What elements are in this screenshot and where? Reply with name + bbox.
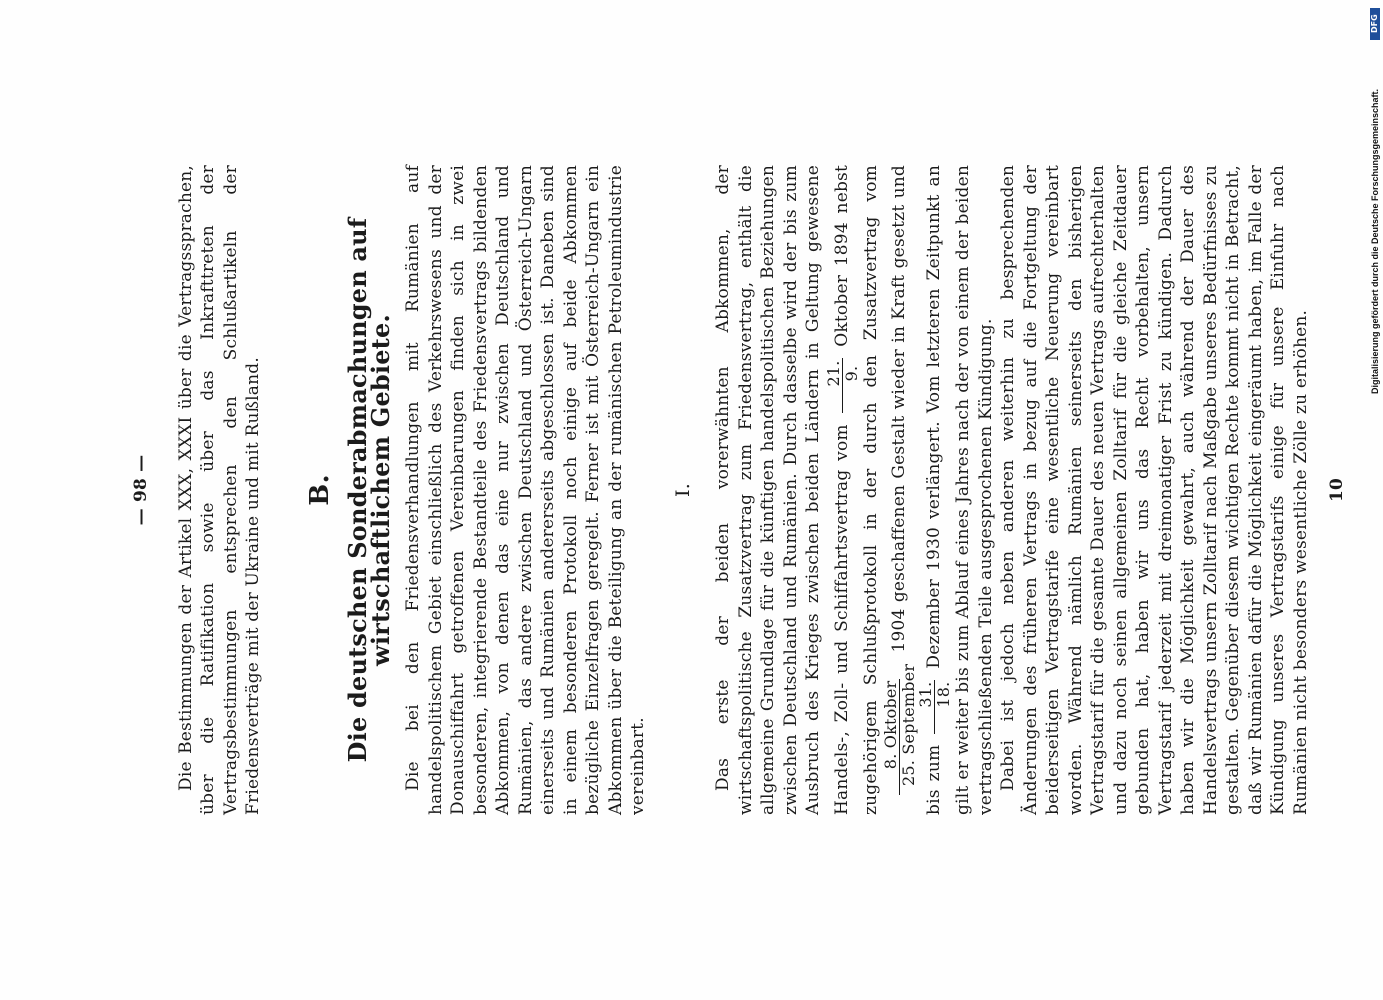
date-fraction-3 [917, 680, 952, 734]
fraction-numerator: 31. [917, 680, 935, 734]
paragraph-1-part-c: 1904 geschaffenen Gestalt wieder in Kraft gesetzt und bis zum [889, 165, 944, 815]
fraction-denominator: 18. [934, 681, 953, 708]
fraction-numerator: 8. Oktober [882, 679, 900, 796]
date-fraction-1 [825, 358, 860, 412]
page-body [130, 165, 1349, 815]
section-paragraph: Die bei den Friedensverhandlungen mit Rumänien auf handelspolitischem Gebiet einschließlich des Verkehrswesens und der Donauschiffahrt getroffenen Vereinbarungen finden sich in zwei besonderen, integrierende Bestandteile des Friedensvertrags bildenden Abkommen, von denen das eine nur zwischen Deutschland und Rumänien, das andere zwischen Deutschland und Österreich-Ungarn einerseits und Rumänien andererseits abgeschlossen ist. Daneben sind in einem besonderen Protokoll noch einige auf beide Abkommen bezügliche Einzelfragen geregelt. Ferner ist mit Österreich-Ungarn ein Abkommen über die Beteiligung an der rumänischen Petroleumindustrie vereinbart. [403, 165, 648, 815]
paragraph-2: Dabei ist jedoch neben anderen weiterhin zu besprechenden Änderungen des früheren Vertrags in bezug auf die Fortgeltung der beiderseitigen Vertragstarife eine wesentliche Neuerung vereinbart worden. Während nämlich Rumänien seinerseits den bisherigen Vertragstarif für die gesamte Dauer des neuen Vertrags aufrechterhalten und dazu noch seinen allgemeinen Zolltarif für die gleiche Zeitdauer gebunden hat, haben wir uns das Recht vorbehalten, unsern Vertragstarif jederzeit mit dreimonatiger Frist zu kündigen. Dadurch haben wir die Möglichkeit gewahrt, auch während der Dauer des Handelsvertrags unsern Zolltarif nach Maßgabe unseres Bedürfnisses zu gestalten. Gegenüber diesem wichtigen Rechte kommt nicht in Betracht, daß wir Rumänien dafür die Möglichkeit eingeräumt haben, im Falle der Kündigung unseres Vertragstarifs einige für unsere Einfuhr nach Rumänien nicht besonders wesentliche Zölle zu erhöhen. [998, 165, 1311, 815]
paragraph-1-part-a: Das erste der beiden vorerwähnten Abkommen, der wirtschaftspolitische Zusatzvertrag zum Friedensvertrag, enthält die allgemeine Grundlage für die künftigen handelspolitischen Beziehungen zwischen Deutschland und Rumänien. Durch dasselbe wird der bis zum Ausbruch des Krieges zwischen beiden Ländern in Geltung gewesene Handels-, Zoll- und Schiffahrtsvertrag vom [713, 165, 852, 815]
fraction-numerator: 21. [825, 358, 843, 412]
fraction-denominator: 9. [841, 365, 861, 382]
paragraph-1-part-d: Dezember 1930 verlängert. Vom letzteren Zeitpunkt an gilt er weiter bis zum Ablauf eines Jahres nach der von einem der beiden vertragschließenden Teile ausgesprochenen Kündigung. [924, 164, 996, 815]
date-fraction-2 [882, 662, 917, 812]
paragraph-1-part-b: Oktober 1894 nebst zugehörigem Schlußprotokoll in der durch den Zusatzvertrag vom [831, 164, 881, 815]
section-letter: B. [304, 474, 335, 506]
paragraph-1 [712, 165, 997, 815]
intro-paragraph: Die Bestimmungen der Artikel XXX, XXXI über die Vertragssprachen, über die Ratifikation sowie über das Inkrafttreten der Vertragsbestimmungen entsprechen den Schlußartikeln der Friedensverträge mit der Ukraine und mit Rußland. [175, 165, 263, 815]
section-heading: Die deutschen Sonderabmachungen auf wirtschaftlichem Gebiete. [343, 217, 395, 763]
fraction-denominator: 25. September [899, 663, 918, 786]
dfg-logo: DFG [1370, 8, 1380, 40]
digitization-credit: Digitalisierung gefördert durch die Deutsche Forschungsgemeinschaft. [1370, 88, 1380, 394]
sheet-signature: 10 [1327, 477, 1347, 503]
page-number: — 98 — [131, 454, 151, 526]
subsection-number: I. [671, 483, 694, 497]
